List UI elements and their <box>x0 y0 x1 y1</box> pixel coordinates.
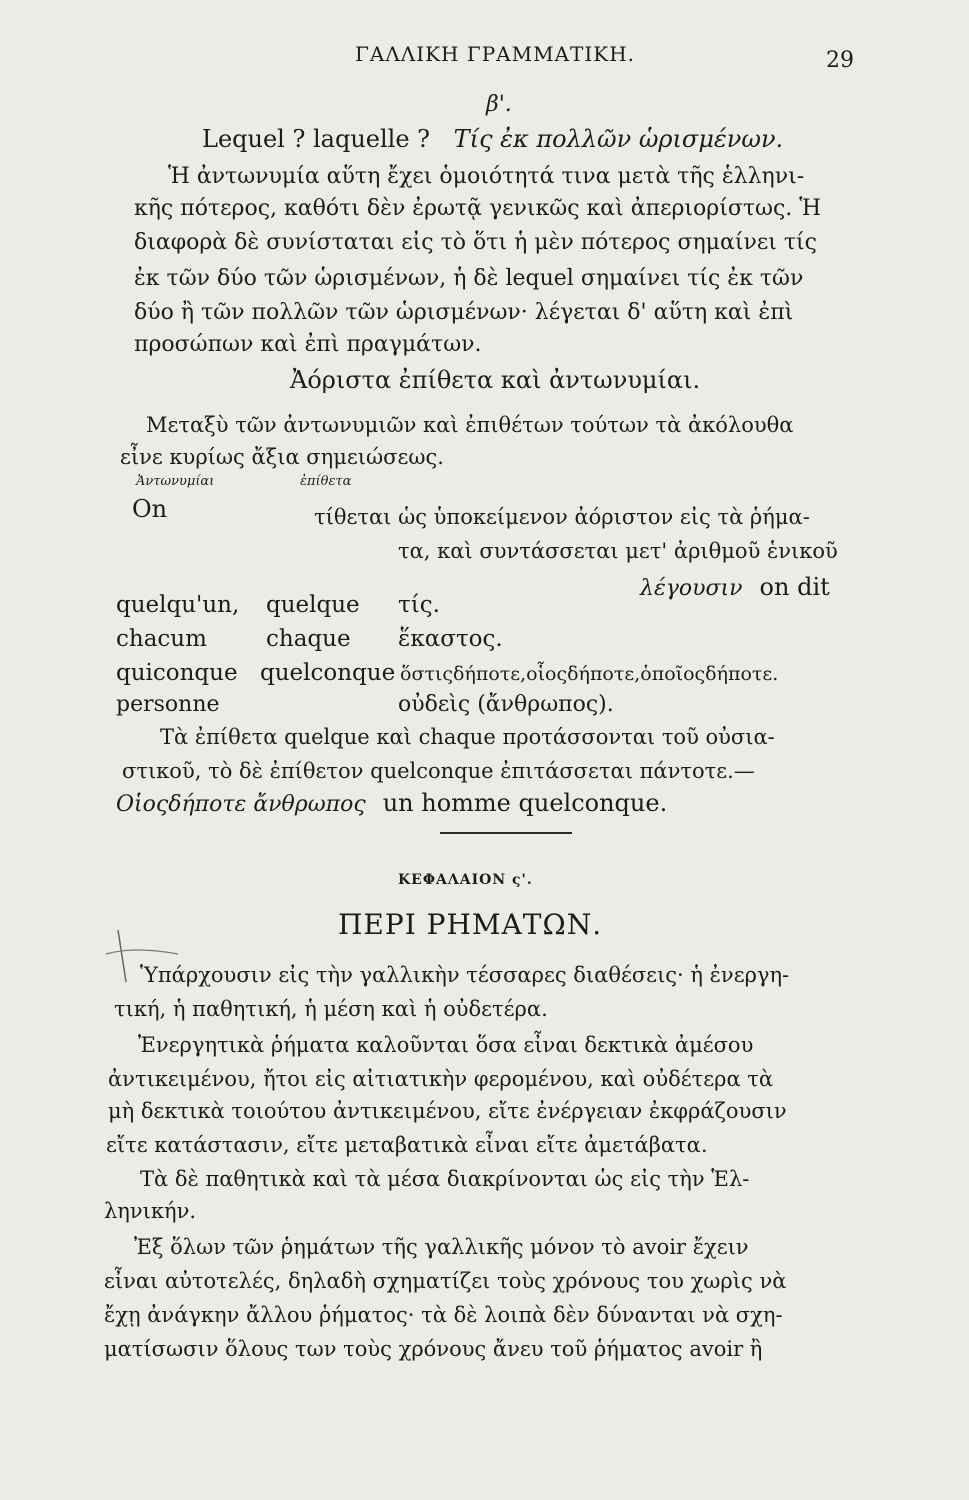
table-cell-adjective: quelque <box>266 592 360 618</box>
on-explanation-line: τα, καὶ συντάσσεται μετ' ἀριθμοῦ ἑνικοῦ <box>398 539 838 563</box>
paragraph-line: Ἐξ ὅλων τῶν ῥημάτων τῆς γαλλικῆς μόνον τὸ avoir ἔχειν <box>134 1235 749 1259</box>
paragraph-line: εἶναι αὐτοτελές, δηλαδὴ σχηματίζει τοὺς χρόνους του χωρὶς νὰ <box>104 1269 787 1293</box>
on-word: On <box>132 495 168 523</box>
paragraph-line: Μεταξὺ τῶν ἀντωνυμιῶν καὶ ἐπιθέτων τούτων τὰ ἀκόλουθα <box>146 413 794 437</box>
table-cell-greek: ὅστιςδήποτε,οἷοςδήποτε,ὁποῖοςδήποτε. <box>400 663 779 685</box>
table-row <box>116 590 440 620</box>
table-cell-adjective: quelconque <box>260 660 396 686</box>
paragraph-line: Τὰ δὲ παθητικὰ καὶ τὰ μέσα διακρίνονται ὡς εἰς τὴν Ἑλ- <box>140 1167 750 1191</box>
table-cell-adjective: chaque <box>266 626 351 652</box>
table-row <box>116 690 614 720</box>
table-cell-greek: τίς. <box>398 592 440 618</box>
paragraph-line: στικοῦ, τὸ δὲ ἐπίθετον quelconque ἐπιτάσσεται πάντοτε.— <box>122 759 755 783</box>
section-heading-aorista: Ἀόριστα ἐπίθετα καὶ ἀντωνυμίαι. <box>290 366 701 394</box>
paragraph-line: Τὰ ἐπίθετα quelque καὶ chaque προτάσσονται τοῦ οὐσια- <box>160 725 775 749</box>
table-cell-pronoun: personne <box>116 692 220 717</box>
paragraph-line: ματίσωσιν ὅλους των τοὺς χρόνους ἄνευ τοῦ ῥήματος avoir ἢ <box>104 1337 763 1361</box>
chapter-label: ΚΕΦΑΛΑΙΟΝ ς'. <box>398 872 533 888</box>
chapter-title: ΠΕΡΙ ΡΗΜΑΤΩΝ. <box>338 908 603 941</box>
paragraph-line: τική, ἡ παθητική, ἡ μέση καὶ ἡ οὐδετέρα. <box>114 997 548 1021</box>
on-example-french: on dit <box>759 573 830 601</box>
on-explanation-line: τίθεται ὡς ὑποκείμενον ἀόριστον εἰς τὰ ῥήμα- <box>314 505 810 529</box>
section-divider <box>440 832 572 834</box>
lequel-heading-greek: Τίς ἐκ πολλῶν ὡρισμένων. <box>453 125 784 153</box>
paragraph-line: ἀντικειμένου, ἤτοι εἰς αἰτιατικὴν φερομένου, καὶ οὐδέτερα τὰ <box>108 1067 774 1091</box>
table-cell-pronoun: chacum <box>116 626 207 652</box>
column-label-pronouns: Ἀντωνυμίαι <box>136 474 215 489</box>
paragraph-line: Ὑπάρχουσιν εἰς τὴν γαλλικὴν τέσσαρες διαθέσεις· ἡ ἐνεργη- <box>140 963 790 987</box>
paragraph-line: μὴ δεκτικὰ τοιούτου ἀντικειμένου, εἴτε ἐνέργειαν ἐκφράζουσιν <box>108 1099 787 1123</box>
paragraph-line: δύο ἢ τῶν πολλῶν τῶν ὡρισμένων· λέγεται δ' αὕτη καὶ ἐπὶ <box>134 300 794 325</box>
running-title: ΓΑΛΛΙΚΗ ΓΡΑΜΜΑΤΙΚΗ. <box>355 42 636 66</box>
paragraph-line: ἔχῃ ἀνάγκην ἄλλου ῥήματος· τὰ δὲ λοιπὰ δὲν δύνανται νὰ σχη- <box>104 1303 783 1327</box>
paragraph-line: Ἐνεργητικὰ ῥήματα καλοῦνται ὅσα εἶναι δεκτικὰ ἀμέσου <box>138 1033 754 1057</box>
example-sentence <box>116 788 667 820</box>
table-cell-greek: ἕκαστος. <box>398 626 503 652</box>
page-header <box>0 42 969 82</box>
paragraph-line: εἴτε κατάστασιν, εἴτε μεταβατικὰ εἶναι εἴτε ἀμετάβατα. <box>106 1133 708 1157</box>
table-row <box>116 624 503 654</box>
table-row <box>116 658 778 689</box>
column-label-adjectives: ἐπίθετα <box>300 474 352 489</box>
paragraph-line: προσώπων καὶ ἐπὶ πραγμάτων. <box>134 332 482 357</box>
lequel-heading-french: Lequel ? laquelle ? <box>202 125 431 153</box>
example-french: un homme quelconque. <box>382 789 668 817</box>
page-number: 29 <box>826 48 854 73</box>
table-cell-pronoun: quelqu'un, <box>116 592 240 618</box>
paragraph-line: κῆς πότερος, καθότι δὲν ἐρωτᾷ γενικῶς καὶ ἀπεριορίστως. Ἡ <box>134 196 822 221</box>
example-greek: Οἱοςδήποτε ἄνθρωπος <box>116 792 366 817</box>
on-example <box>640 572 830 604</box>
lequel-heading <box>202 124 783 154</box>
paragraph-line: Ἡ ἀντωνυμία αὕτη ἔχει ὁμοιότητά τινα μετὰ τῆς ἑλληνι- <box>168 164 805 189</box>
paragraph-line: εἶνε κυρίως ἄξια σημειώσεως. <box>120 445 444 469</box>
paragraph-line: ἐκ τῶν δύο τῶν ὡρισμένων, ἡ δὲ lequel σημαίνει τίς ἐκ τῶν <box>134 266 804 291</box>
table-cell-greek: οὐδεὶς (ἄνθρωπος). <box>398 692 614 717</box>
table-cell-pronoun: quiconque <box>116 660 238 686</box>
paragraph-line: ληνικήν. <box>104 1199 197 1223</box>
section-mark: β'. <box>486 92 512 117</box>
paragraph-line: διαφορὰ δὲ συνίσταται εἰς τὸ ὅτι ἡ μὲν πότερος σημαίνει τίς <box>134 230 817 255</box>
on-example-greek: λέγουσιν <box>640 576 743 601</box>
